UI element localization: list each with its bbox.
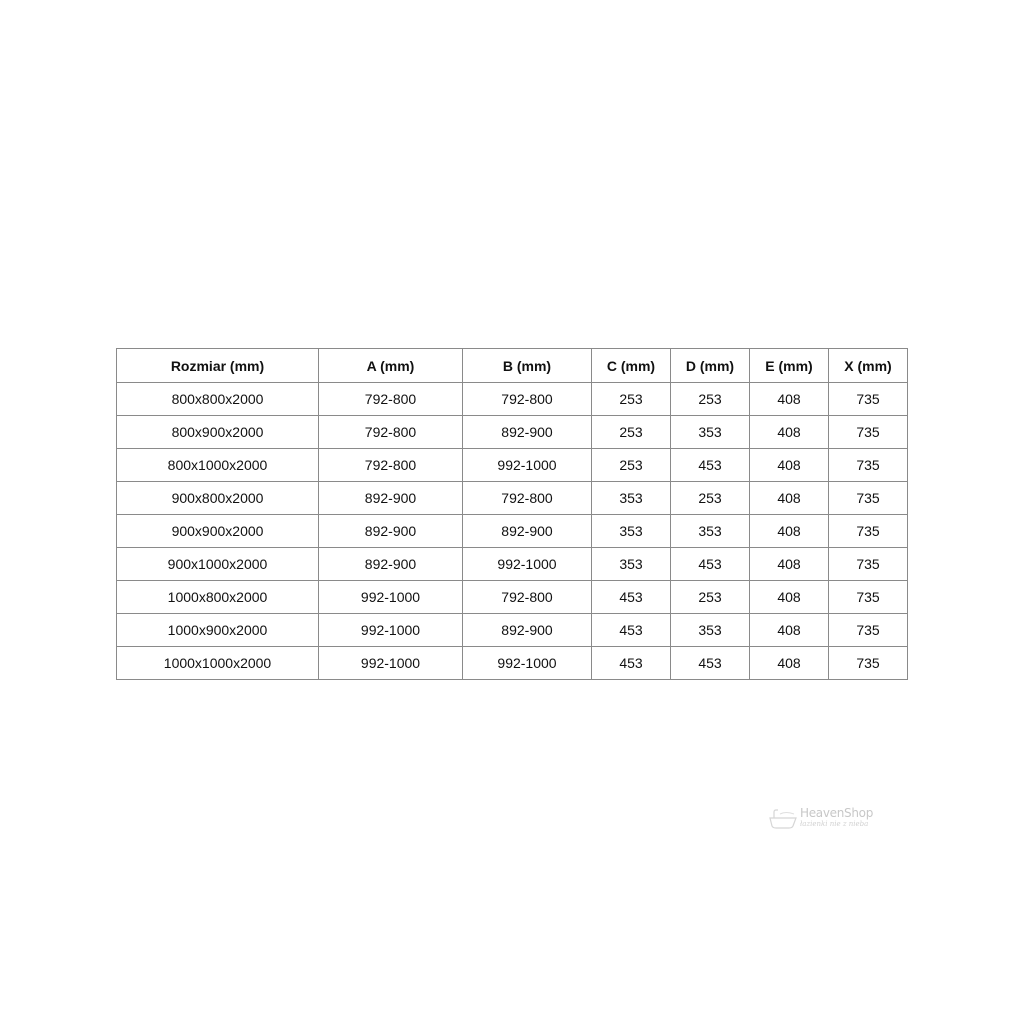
cell-e: 408: [750, 614, 829, 647]
cell-c: 253: [592, 416, 671, 449]
cell-size: 1000x900x2000: [117, 614, 319, 647]
header-b: B (mm): [463, 349, 592, 383]
cell-d: 353: [671, 515, 750, 548]
cell-d: 353: [671, 416, 750, 449]
cell-b: 792-800: [463, 581, 592, 614]
cell-a: 992-1000: [319, 647, 463, 680]
bathtub-icon: [768, 808, 798, 830]
cell-c: 353: [592, 515, 671, 548]
table-row: [117, 614, 908, 647]
cell-d: 253: [671, 581, 750, 614]
header-a: A (mm): [319, 349, 463, 383]
cell-b: 892-900: [463, 614, 592, 647]
watermark-tagline: łazienki nie z nieba: [800, 820, 869, 828]
table-header-row: [117, 349, 908, 383]
cell-b: 892-900: [463, 416, 592, 449]
cell-a: 792-800: [319, 416, 463, 449]
cell-d: 353: [671, 614, 750, 647]
watermark-name: HeavenShop: [800, 806, 874, 820]
cell-c: 453: [592, 581, 671, 614]
cell-a: 992-1000: [319, 581, 463, 614]
cell-b: 892-900: [463, 515, 592, 548]
table-row: [117, 548, 908, 581]
cell-c: 253: [592, 383, 671, 416]
table-row: [117, 647, 908, 680]
heavenshop-watermark: [768, 806, 878, 834]
dimensions-table: [116, 348, 908, 680]
cell-e: 408: [750, 416, 829, 449]
cell-x: 735: [829, 647, 908, 680]
cell-a: 792-800: [319, 383, 463, 416]
cell-e: 408: [750, 449, 829, 482]
cell-size: 1000x1000x2000: [117, 647, 319, 680]
header-c: C (mm): [592, 349, 671, 383]
cell-a: 892-900: [319, 548, 463, 581]
cell-size: 800x800x2000: [117, 383, 319, 416]
cell-d: 253: [671, 482, 750, 515]
header-x: X (mm): [829, 349, 908, 383]
cell-b: 992-1000: [463, 449, 592, 482]
cell-e: 408: [750, 383, 829, 416]
cell-c: 453: [592, 614, 671, 647]
table-body: [117, 383, 908, 680]
cell-size: 900x1000x2000: [117, 548, 319, 581]
cell-e: 408: [750, 581, 829, 614]
header-d: D (mm): [671, 349, 750, 383]
cell-size: 800x1000x2000: [117, 449, 319, 482]
cell-b: 792-800: [463, 482, 592, 515]
cell-a: 792-800: [319, 449, 463, 482]
table-row: [117, 383, 908, 416]
cell-x: 735: [829, 383, 908, 416]
cell-c: 253: [592, 449, 671, 482]
cell-e: 408: [750, 647, 829, 680]
table-row: [117, 581, 908, 614]
cell-size: 800x900x2000: [117, 416, 319, 449]
cell-x: 735: [829, 416, 908, 449]
cell-c: 353: [592, 548, 671, 581]
cell-x: 735: [829, 515, 908, 548]
cell-a: 892-900: [319, 482, 463, 515]
cell-b: 992-1000: [463, 548, 592, 581]
cell-e: 408: [750, 548, 829, 581]
cell-c: 353: [592, 482, 671, 515]
cell-x: 735: [829, 482, 908, 515]
cell-a: 992-1000: [319, 614, 463, 647]
cell-x: 735: [829, 548, 908, 581]
cell-b: 792-800: [463, 383, 592, 416]
cell-d: 253: [671, 383, 750, 416]
cell-d: 453: [671, 449, 750, 482]
cell-size: 900x900x2000: [117, 515, 319, 548]
cell-x: 735: [829, 581, 908, 614]
cell-e: 408: [750, 515, 829, 548]
table-row: [117, 416, 908, 449]
cell-a: 892-900: [319, 515, 463, 548]
header-e: E (mm): [750, 349, 829, 383]
cell-x: 735: [829, 614, 908, 647]
header-size: Rozmiar (mm): [117, 349, 319, 383]
table-row: [117, 482, 908, 515]
cell-x: 735: [829, 449, 908, 482]
cell-c: 453: [592, 647, 671, 680]
cell-b: 992-1000: [463, 647, 592, 680]
cell-size: 1000x800x2000: [117, 581, 319, 614]
cell-d: 453: [671, 647, 750, 680]
table-row: [117, 515, 908, 548]
cell-d: 453: [671, 548, 750, 581]
table-row: [117, 449, 908, 482]
cell-e: 408: [750, 482, 829, 515]
cell-size: 900x800x2000: [117, 482, 319, 515]
